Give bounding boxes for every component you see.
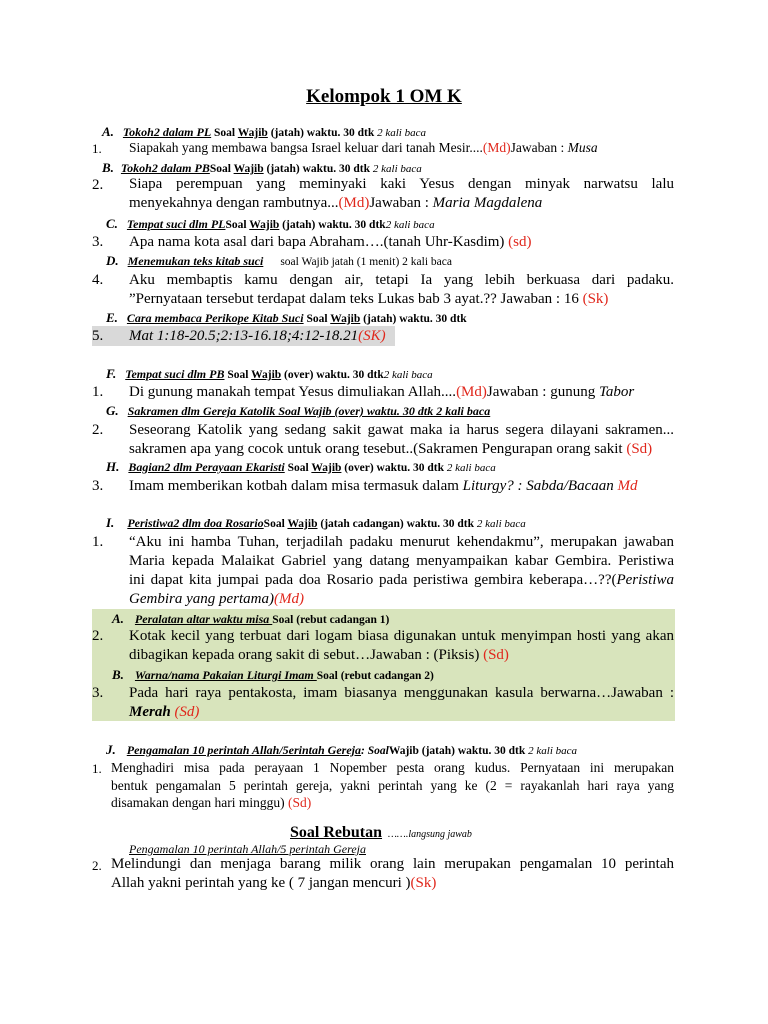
- question-text: Melindungi dan menjaga barang milik orang lain merupakan pengamalan 10 perintah Allah yakni perintah yang ke ( 7 jangan mencuri )(Sk): [111, 856, 674, 891]
- rebutan-subtitle: Pengamalan 10 perintah Allah/5 perintah Gereja: [129, 842, 366, 856]
- rebutan-header: Soal Rebutan …….langsung jawab: [290, 824, 472, 841]
- question-text: “Aku ini hamba Tuhan, terjadilah padaku menurut kehendakmu”, merupakan jawaban Maria kepada Malaikat Gabriel yang datang menyampaikan kabar Gembira. Peristiwa ini dapat kita jumpai pada doa Rosario pada peristiwa gembira keberapa…??(Peristiwa Gembira yang pertama)(Md): [129, 534, 674, 607]
- section-header-b: B. Tokoh2 dalam PBSoal Wajib (jatah) waktu. 30 dtk 2 kali baca: [102, 160, 422, 175]
- question-number: 2.: [92, 628, 104, 644]
- question-text: Pada hari raya pentakosta, imam biasanya menggunakan kasula berwarna…Jawaban : Merah (Sd): [129, 685, 674, 720]
- section-header-a: A. Tokoh2 dalam PL Soal Wajib (jatah) waktu. 30 dtk 2 kali baca: [102, 124, 426, 139]
- section-header-i: I. Peristiwa2 dlm doa RosarioSoal Wajib (jatah cadangan) waktu. 30 dtk 2 kali baca: [106, 515, 526, 530]
- question-number: 2.: [92, 422, 104, 438]
- page-title: Kelompok 1 OM K: [306, 86, 462, 107]
- subsection-header-b: B. Warna/nama Pakaian Liturgi Imam Soal (rebut cadangan 2): [112, 667, 434, 682]
- section-header-e: E. Cara membaca Perikope Kitab Suci Soal Wajib (jatah) waktu. 30 dtk: [106, 310, 467, 325]
- section-header-g: G. Sakramen dlm Gereja Katolik Soal Wajib (over) waktu. 30 dtk 2 kali baca: [106, 403, 491, 418]
- question-number: 1.: [92, 141, 102, 156]
- question-number: 4.: [92, 272, 104, 288]
- question-text: Seseorang Katolik yang sedang sakit gawat maka ia harus segera dilayani sakramen... sakramen apa yang cocok untuk orang tesebut..(Sakramen Pengurapan orang sakit (Sd): [129, 422, 674, 457]
- question-text: Siapakah yang membawa bangsa Israel keluar dari tanah Mesir....(Md)Jawaban : Musa: [129, 140, 598, 155]
- section-header-d: D. Menemukan teks kitab suci soal Wajib jatah (1 menit) 2 kali baca: [106, 253, 452, 268]
- question-number: 1.: [92, 761, 102, 776]
- question-text: Imam memberikan kotbah dalam misa termasuk dalam Liturgy? : Sabda/Bacaan Md: [129, 478, 638, 494]
- question-number: 2.: [92, 177, 104, 193]
- question-number: 3.: [92, 234, 104, 250]
- question-text: Di gunung manakah tempat Yesus dimuliakan Allah....(Md)Jawaban : gunung Tabor: [129, 384, 635, 400]
- question-number: 1.: [92, 534, 104, 550]
- question-number: 5.: [92, 328, 104, 344]
- question-number: 3.: [92, 685, 104, 701]
- question-text: Aku membaptis kamu dengan air, tetapi Ia yang lebih berkuasa dari padaku. ”Pernyataan tersebut terdapat dalam teks Lukas bab 3 ayat.?? Jawaban : 16 (Sk): [129, 272, 674, 307]
- section-header-f: F. Tempat suci dlm PB Soal Wajib (over) waktu. 30 dtk2 kali baca: [106, 366, 433, 381]
- section-header-c: C. Tempat suci dlm PLSoal Wajib (jatah) waktu. 30 dtk2 kali baca: [106, 216, 435, 231]
- question-text: Kotak kecil yang terbuat dari logam biasa digunakan untuk menyimpan hosti yang akan dibagikan kepada orang sakit di sebut…Jawaban : (Piksis) (Sd): [129, 628, 674, 663]
- question-text: Mat 1:18-20.5;2:13-16.18;4:12-18.21(SK): [129, 328, 386, 344]
- subsection-header-a: A. Peralatan altar waktu misa Soal (rebut cadangan 1): [112, 611, 390, 626]
- question-text: Apa nama kota asal dari bapa Abraham….(tanah Uhr-Kasdim) (sd): [129, 234, 532, 250]
- section-letter: A.: [102, 124, 114, 139]
- question-text: Menghadiri misa pada perayaan 1 Nopember pesta orang kudus. Pernyataan ini merupakan bentuk pengamalan 5 perintah gereja, yakni perintah yang ke (2 = rayakanlah hari raya yang disamakan dengan hari minggu) (Sd): [111, 760, 674, 810]
- question-number: 1.: [92, 384, 104, 400]
- section-header-j: J. Pengamalan 10 perintah Allah/5erintah Gereja: SoalWajib (jatah) waktu. 30 dtk 2 kali baca: [106, 742, 578, 757]
- question-text: Siapa perempuan yang meminyaki kaki Yesus dengan minyak narwatsu lalu menyekahnya dengan rambutnya...(Md)Jawaban : Maria Magdalena: [129, 176, 674, 211]
- section-topic: Tokoh2 dalam PL: [122, 125, 212, 139]
- question-number: 3.: [92, 478, 104, 494]
- section-header-h: H. Bagian2 dlm Perayaan Ekaristi Soal Wajib (over) waktu. 30 dtk 2 kali baca: [106, 459, 496, 474]
- question-number: 2.: [92, 858, 102, 873]
